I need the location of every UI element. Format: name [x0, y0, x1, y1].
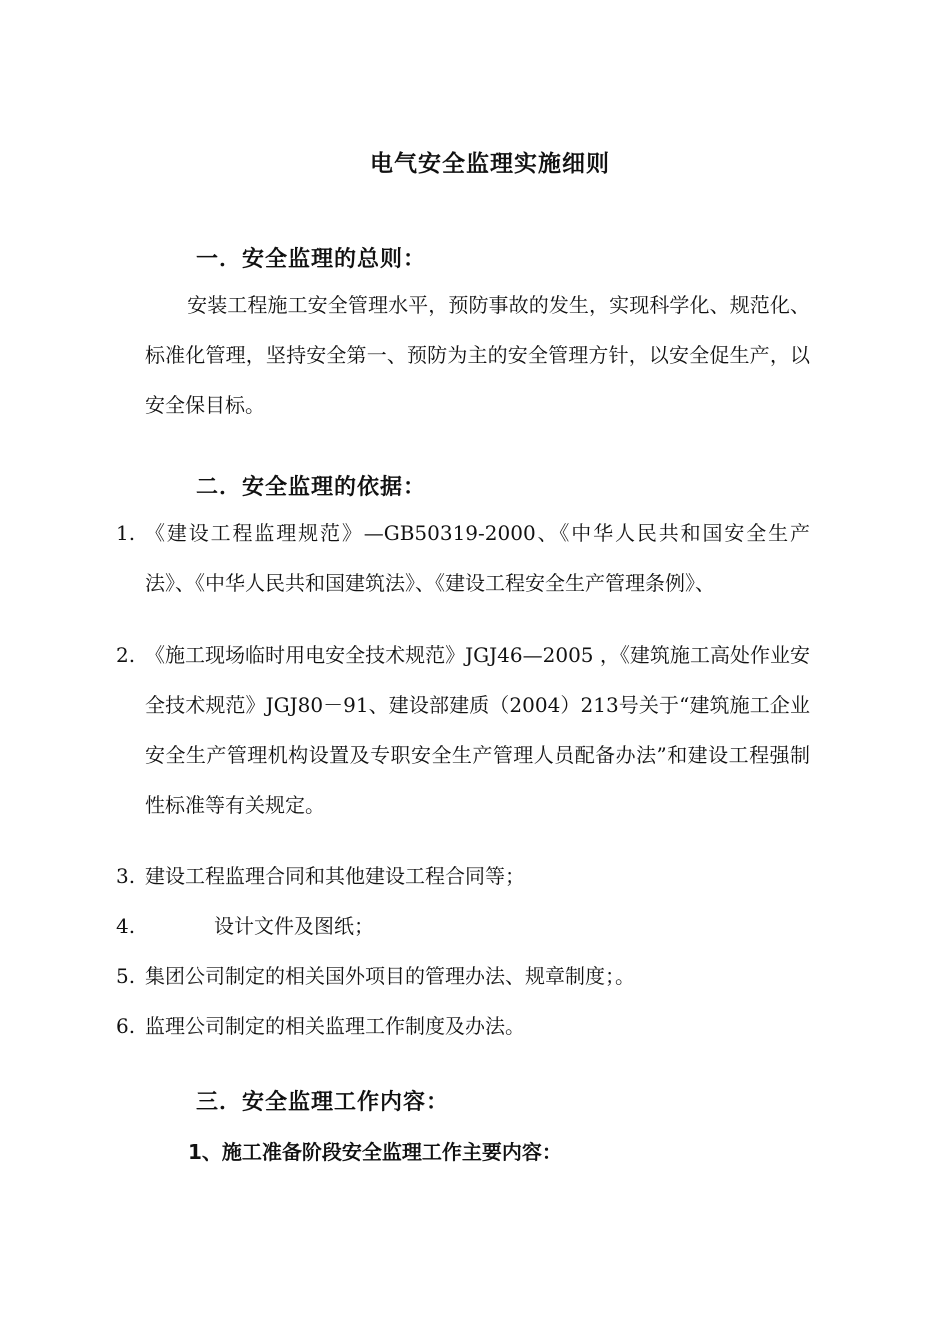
basis-list-item [116, 508, 810, 608]
basis-list-item [116, 1001, 810, 1051]
list-item-text: 《建设工程监理规范》—GB50319-2000、《中华人民共和国安全生产法》、《中华人民共和国建筑法》、《建设工程安全生产管理条例》、 [145, 521, 810, 595]
basis-list-item [116, 851, 810, 901]
section-1-body: 安装工程施工安全管理水平，预防事故的发生，实现科学化、规范化、标准化管理，坚持安全第一、预防为主的安全管理方针，以安全促生产，以安全保目标。 [145, 293, 810, 417]
list-item-text: 设计文件及图纸； [214, 914, 374, 938]
basis-list-item [116, 630, 810, 830]
section-3-subheading: 1、施工准备阶段安全监理工作主要内容： [188, 1140, 562, 1164]
list-item-text: 建设工程监理合同和其他建设工程合同等； [145, 864, 525, 888]
document-title: 电气安全监理实施细则 [370, 151, 610, 177]
list-item-number: 5. [116, 964, 136, 988]
list-item-text: 《施工现场临时用电安全技术规范》JGJ46—2005 ，《建筑施工高处作业安全技术规范》JGJ80－91、建设部建质（2004）213号关于“建筑施工企业安全生产管理机构设置及专职安全生产管理人员配备办法”和建设工程强制性标准等有关规定。 [145, 643, 810, 817]
list-item-text: 集团公司制定的相关国外项目的管理办法、规章制度；。 [145, 964, 635, 988]
basis-list-item [116, 901, 810, 951]
basis-list-item [116, 951, 810, 1001]
section-3-heading: 三．安全监理工作内容： [196, 1090, 450, 1115]
list-item-number: 1. [116, 521, 136, 545]
section-1-heading: 一．安全监理的总则： [196, 247, 427, 272]
list-item-text: 监理公司制定的相关监理工作制度及办法。 [145, 1014, 525, 1038]
list-item-number: 2. [116, 643, 136, 667]
section-1-paragraph [145, 280, 810, 430]
list-item-number: 6. [116, 1014, 136, 1038]
list-item-number: 4. [116, 914, 136, 938]
section-2-heading: 二．安全监理的依据： [196, 475, 427, 500]
list-item-number: 3. [116, 864, 136, 888]
